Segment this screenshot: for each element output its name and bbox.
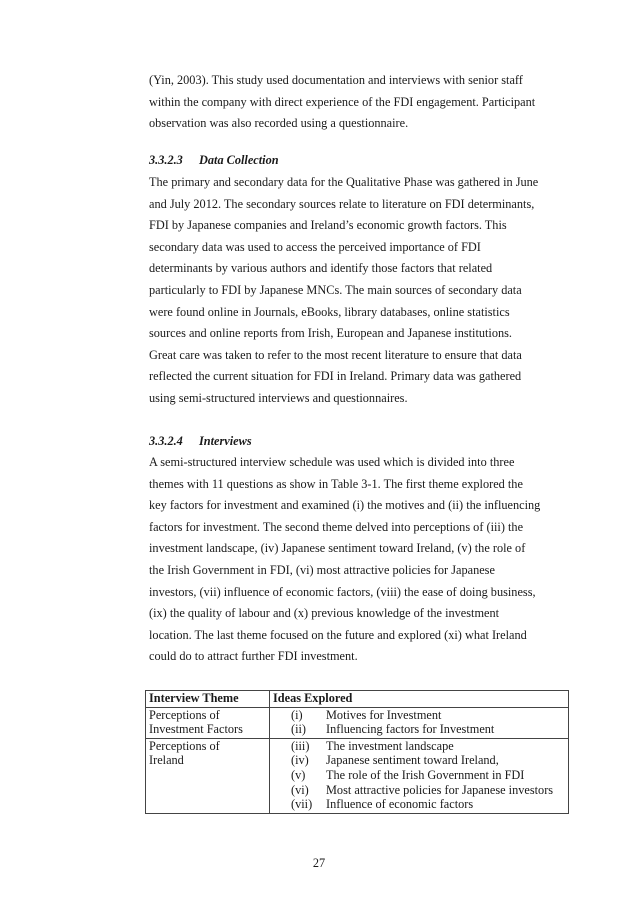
idea-number: (vii) [291, 797, 313, 812]
text-line: sources and online reports from Irish, European and Japanese institutions. [149, 326, 513, 341]
section-number: 3.3.2.3 [149, 153, 183, 167]
table-header-row [146, 691, 569, 708]
idea-item [273, 768, 568, 783]
text-line: using semi-structured interviews and questionnaires. [149, 390, 408, 405]
section-heading-interviews [149, 434, 252, 449]
theme-line: Perceptions of [149, 738, 220, 753]
table-row [146, 707, 569, 738]
text-line: investment landscape, (iv) Japanese sentiment toward Ireland, (v) the role of [149, 541, 526, 556]
text-line: The primary and secondary data for the Qualitative Phase was gathered in June [149, 175, 539, 189]
text-line: FDI by Japanese companies and Ireland’s economic growth factors. This [149, 218, 507, 233]
section-title: Data Collection [199, 153, 279, 167]
idea-text: Influencing factors for Investment [326, 722, 495, 737]
text-line: were found online in Journals, eBooks, library databases, online statistics [149, 304, 510, 319]
text-line: observation was also recorded using a questionnaire. [149, 116, 409, 131]
idea-item [273, 722, 568, 737]
theme-cell [146, 738, 270, 813]
text-line: and July 2012. The secondary sources relate to literature on FDI determinants, [149, 196, 535, 211]
interviews-paragraph [149, 452, 569, 668]
idea-number: (iv) [291, 753, 309, 768]
text-line: (ix) the quality of labour and (x) previous knowledge of the investment [149, 606, 500, 621]
text-line: reflected the current situation for FDI in Ireland. Primary data was gathered [149, 369, 522, 384]
table-row [146, 738, 569, 813]
header-interview-theme: Interview Theme [146, 691, 270, 708]
idea-text: Most attractive policies for Japanese investors [326, 782, 554, 797]
section-number: 3.3.2.4 [149, 434, 183, 448]
idea-number: (i) [291, 707, 303, 722]
idea-text: The investment landscape [326, 738, 454, 753]
text-line: key factors for investment and examined (i) the motives and (ii) the influencing [149, 498, 541, 513]
idea-text: The role of the Irish Government in FDI [326, 767, 525, 782]
theme-line: Investment Factors [149, 722, 243, 737]
text-line: investors, (vii) influence of economic factors, (viii) the ease of doing business, [149, 584, 536, 599]
ideas-cell [270, 707, 569, 738]
text-line: determinants by various authors and identify those factors that related [149, 261, 493, 276]
idea-item [273, 797, 568, 812]
ideas-cell [270, 738, 569, 813]
idea-number: (vi) [291, 782, 309, 797]
section-heading-data-collection [149, 153, 279, 168]
text-line: within the company with direct experience of the FDI engagement. Participant [149, 94, 536, 109]
text-line: themes with 11 questions as show in Table 3-1. The first theme explored the [149, 476, 523, 491]
idea-text: Motives for Investment [326, 707, 442, 722]
idea-number: (ii) [291, 722, 307, 737]
intro-paragraph [149, 70, 569, 135]
text-line: particularly to FDI by Japanese MNCs. The main sources of secondary data [149, 282, 522, 297]
text-line: secondary data was used to access the perceived importance of FDI [149, 239, 481, 254]
text-line: factors for investment. The second theme delved into perceptions of (iii) the [149, 519, 524, 534]
idea-item [273, 739, 568, 754]
idea-number: (iii) [291, 738, 310, 753]
theme-cell [146, 707, 270, 738]
text-line: location. The last theme focused on the future and explored (xi) what Ireland [149, 627, 527, 642]
idea-number: (v) [291, 767, 306, 782]
idea-item [273, 783, 568, 798]
idea-item [273, 708, 568, 723]
text-line: A semi-structured interview schedule was used which is divided into three [149, 455, 515, 469]
page-number: 27 [312, 856, 326, 870]
interview-themes-table [145, 690, 569, 814]
text-line: Great care was taken to refer to the most recent literature to ensure that data [149, 347, 522, 362]
theme-line: Ireland [149, 753, 184, 768]
idea-item [273, 753, 568, 768]
idea-text: Influence of economic factors [326, 797, 474, 812]
header-ideas-explored: Ideas Explored [270, 691, 569, 708]
text-line: (Yin, 2003). This study used documentation and interviews with senior staff [149, 73, 523, 87]
data-collection-paragraph [149, 172, 569, 410]
theme-line: Perceptions of [149, 707, 220, 722]
text-line: the Irish Government in FDI, (vi) most attractive policies for Japanese [149, 562, 495, 577]
section-title: Interviews [199, 434, 252, 448]
idea-text: Japanese sentiment toward Ireland, [326, 753, 499, 768]
text-line: could do to attract further FDI investment. [149, 649, 358, 664]
